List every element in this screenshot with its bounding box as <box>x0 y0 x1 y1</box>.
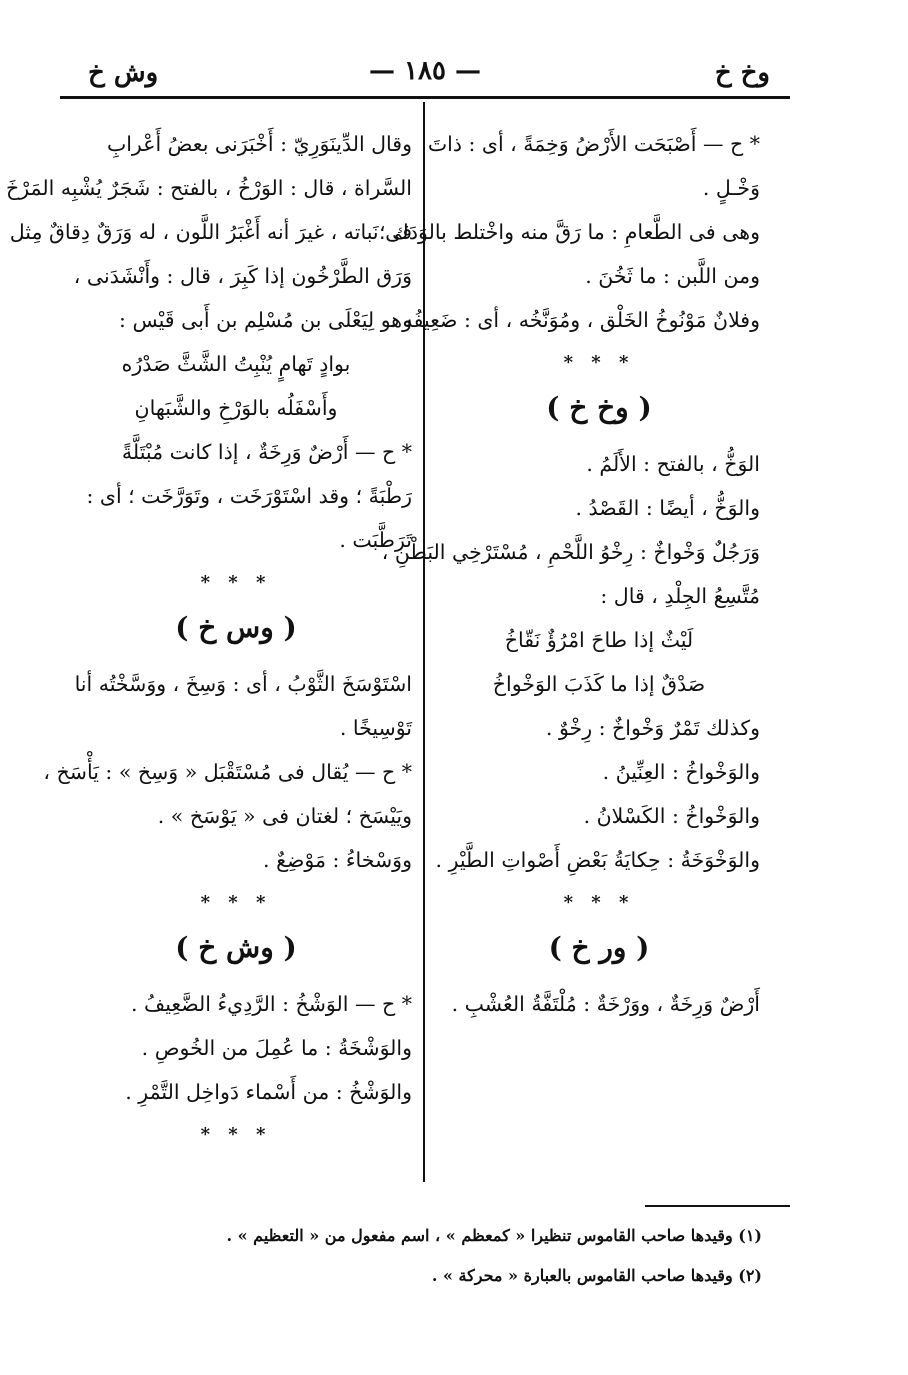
entry-heading: ( وش خ ) <box>175 931 297 964</box>
text-line: اسْتَوْسَخَ الثَّوْبُ ، أى : وَسِخَ ، ووَسَّخْتُه أنا <box>74 672 412 696</box>
verse-line: وأَسْفَلُه بالوَرْخِ والشَّبَهانِ <box>134 396 338 420</box>
text-line: وهى فى الطَّعامِ : ما رَقَّ منه واخْتلط بالوَدَك ؛ <box>378 220 760 244</box>
header-left-root: وش خ <box>88 58 159 88</box>
text-line: تَوْسِيخًا . <box>339 716 412 740</box>
text-line: وهو لِيَعْلَى بن مُسْلِم بن أَبى قَيْس : <box>119 308 412 332</box>
right-column <box>378 120 760 1024</box>
section-separator: * * * <box>200 572 272 593</box>
text-line: السَّراة ، قال : الوَرْخُ ، بالفتح : شَجَرٌ يُشْبِه المَرْخَ <box>5 176 412 200</box>
text-line: وفلانٌ مَوْنُوخُ الخَلْق ، ومُوَنَّخُه ، أى : ضَعِيفُه . <box>389 308 760 332</box>
text-line: وَخْـلٍ . <box>702 176 760 200</box>
text-line: ومن اللَّبن : ما ثَخُنَ . <box>585 264 760 288</box>
text-line: والوَشْخَةُ : ما عُمِلَ من الخُوصِ . <box>141 1036 412 1060</box>
footnote: (١) وقيدها صاحب القاموس تنظيرا « كمعظم » ، اسم مفعول من « التعظيم » . <box>226 1226 762 1245</box>
section-separator: * * * <box>563 352 635 373</box>
text-line: والوَخْواخُ : الكَسْلانُ . <box>583 804 760 828</box>
entry-heading: ( وس خ ) <box>175 611 297 644</box>
footnote: (٢) وقيدها صاحب القاموس بالعبارة « محركة » . <box>431 1266 762 1285</box>
text-line: فى نَباته ، غيرَ أنه أَغْبَرُ اللَّون ، له وَرَقٌ دِقاقٌ مِثل <box>9 220 412 244</box>
text-line: مُتَّسِعُ الجِلْدِ ، قال : <box>600 584 760 608</box>
header-right-root: وخ خ <box>714 58 770 88</box>
page-header <box>60 52 790 94</box>
section-separator: * * * <box>200 1124 272 1145</box>
text-line: وكذلك تَمْرٌ وَخْواخٌ : رِخْوٌ . <box>545 716 760 740</box>
text-line: تَرَطَّبَت . <box>339 528 412 552</box>
text-line: * ح — أَصْبَحَت الأَرْضُ وَخِمَةً ، أى : ذاتَ <box>427 132 760 156</box>
entry-heading: ( ور خ ) <box>548 931 650 964</box>
footnotes <box>226 1216 762 1296</box>
text-line: * ح — الوَشْخُ : الرَّدِيءُ الضَّعِيفُ . <box>130 992 412 1016</box>
text-line: والوَخْوَخَةُ : حِكايَةُ بَعْضِ أَصْواتِ الطَّيْرِ . <box>435 848 760 872</box>
text-line: والوَشْخُ : من أَسْماء دَواخِل التَّمْرِ . <box>125 1080 412 1104</box>
text-line: والوَخُّ ، أيضًا : القَصْدُ . <box>575 496 760 520</box>
text-line: رَطْبَةً ؛ وقد اسْتَوْرَخَت ، وتَوَرَّخَت ؛ أى : <box>86 484 412 508</box>
entry-heading: ( وخ خ ) <box>546 391 652 424</box>
text-line: * ح — أَرْضٌ وَرِخَةٌ ، إذا كانت مُبْتَلَّةً <box>121 440 412 464</box>
left-column <box>5 120 412 1156</box>
page-number: — ١٨٥ — <box>368 56 482 86</box>
header-rule <box>60 96 790 99</box>
verse-line: صَدْقٌ إذا ما كَذَبَ الوَخْواخُ <box>492 672 706 696</box>
text-line: الوَخُّ ، بالفتح : الأَلَمُ . <box>586 452 760 476</box>
text-line: ووَسْخاءُ : مَوْضِعٌ . <box>263 848 412 872</box>
column-divider <box>423 102 425 1182</box>
section-separator: * * * <box>563 892 635 913</box>
verse-line: بوادٍ تَهامٍ يُنْبِتُ الشَّثَّ صَدْرُه <box>121 352 351 376</box>
text-line: وقال الدِّينَوَرِيّ : أَخْبَرَنى بعضُ أَعْرابِ <box>106 132 412 156</box>
section-separator: * * * <box>200 892 272 913</box>
text-line: والوَخْواخُ : العِنِّينُ . <box>602 760 760 784</box>
footnote-rule <box>645 1205 790 1207</box>
verse-line: لَيْثٌ إذا طاحَ امْرُؤٌ نَقّاخُ <box>504 628 694 652</box>
text-line: ويَيْسَخ ؛ لغتان فى « يَوْسَخ » . <box>157 804 412 828</box>
text-line: أَرْضٌ وَرِخَةٌ ، ووَرْخَةٌ : مُلْتَفَّةُ العُشْبِ . <box>451 992 760 1016</box>
text-line: وَرَق الطَّرْخُون إذا كَبِرَ ، قال : وأَنْشَدَنى ، <box>73 264 412 288</box>
text-line: * ح — يُقال فى مُسْتَقْبَل « وَسِخ » : يَأْسَخ ، <box>43 760 412 784</box>
text-line: وَرَجُلٌ وَخْواخٌ : رِخْوُ اللَّحْمِ ، مُسْتَرْخِي البَطْنِ ، <box>381 540 760 564</box>
